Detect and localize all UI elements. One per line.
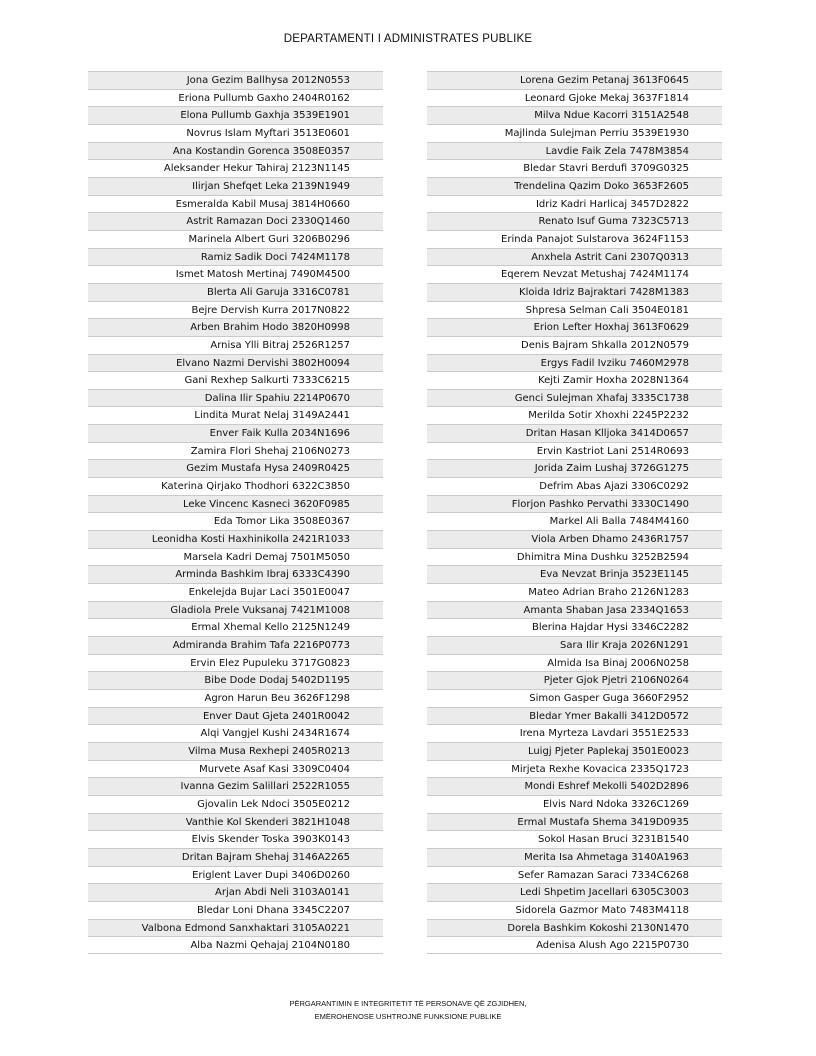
page-footer bbox=[0, 997, 816, 1023]
list-item: Novrus Islam Myftari 3513E0601 bbox=[88, 124, 383, 142]
list-item: Jona Gezim Ballhysa 2012N0553 bbox=[88, 71, 383, 89]
list-item: Adenisa Alush Ago 2215P0730 bbox=[427, 936, 722, 954]
list-item: Enver Daut Gjeta 2401R0042 bbox=[88, 707, 383, 725]
list-item: Elvano Nazmi Dervishi 3802H0094 bbox=[88, 354, 383, 372]
list-item: Ramiz Sadik Doci 7424M1178 bbox=[88, 248, 383, 266]
list-item: Merilda Sotir Xhoxhi 2245P2232 bbox=[427, 406, 722, 424]
list-item: Amanta Shaban Jasa 2334Q1653 bbox=[427, 601, 722, 619]
list-item: Elvis Nard Ndoka 3326C1269 bbox=[427, 795, 722, 813]
list-item: Kloida Idriz Bajraktari 7428M1383 bbox=[427, 283, 722, 301]
list-item: Elona Pullumb Gaxhja 3539E1901 bbox=[88, 106, 383, 124]
list-item: Lavdie Faik Zela 7478M3854 bbox=[427, 142, 722, 160]
list-item: Mirjeta Rexhe Kovacica 2335Q1723 bbox=[427, 760, 722, 778]
list-item: Trendelina Qazim Doko 3653F2605 bbox=[427, 177, 722, 195]
list-item: Ana Kostandin Gorenca 3508E0357 bbox=[88, 142, 383, 160]
list-item: Arnisa Ylli Bitraj 2526R1257 bbox=[88, 336, 383, 354]
list-item: Majlinda Sulejman Perriu 3539E1930 bbox=[427, 124, 722, 142]
list-item: Bejre Dervish Kurra 2017N0822 bbox=[88, 301, 383, 319]
list-item: Sara Ilir Kraja 2026N1291 bbox=[427, 636, 722, 654]
list-item: Mateo Adrian Braho 2126N1283 bbox=[427, 583, 722, 601]
list-item: Enkelejda Bujar Laci 3501E0047 bbox=[88, 583, 383, 601]
list-item: Ermal Mustafa Shema 3419D0935 bbox=[427, 813, 722, 831]
list-item: Arben Brahim Hodo 3820H0998 bbox=[88, 318, 383, 336]
list-item: Merita Isa Ahmetaga 3140A1963 bbox=[427, 848, 722, 866]
list-item: Sidorela Gazmor Mato 7483M4118 bbox=[427, 901, 722, 919]
list-item: Dritan Bajram Shehaj 3146A2265 bbox=[88, 848, 383, 866]
list-item: Leke Vincenc Kasneci 3620F0985 bbox=[88, 495, 383, 513]
list-item: Sokol Hasan Bruci 3231B1540 bbox=[427, 830, 722, 848]
list-item: Erinda Panajot Sulstarova 3624F1153 bbox=[427, 230, 722, 248]
list-item: Eqerem Nevzat Metushaj 7424M1174 bbox=[427, 265, 722, 283]
list-item: Eriglent Laver Dupi 3406D0260 bbox=[88, 866, 383, 884]
list-item: Bledar Loni Dhana 3345C2207 bbox=[88, 901, 383, 919]
list-item: Pjeter Gjok Pjetri 2106N0264 bbox=[427, 671, 722, 689]
left-name-column bbox=[88, 71, 383, 954]
list-item: Ervin Elez Pupuleku 3717G0823 bbox=[88, 654, 383, 672]
list-item: Simon Gasper Guga 3660F2952 bbox=[427, 689, 722, 707]
list-item: Agron Harun Beu 3626F1298 bbox=[88, 689, 383, 707]
list-item: Leonard Gjoke Mekaj 3637F1814 bbox=[427, 89, 722, 107]
list-item: Denis Bajram Shkalla 2012N0579 bbox=[427, 336, 722, 354]
list-item: Ivanna Gezim Salillari 2522R1055 bbox=[88, 777, 383, 795]
list-item: Erion Lefter Hoxhaj 3613F0629 bbox=[427, 318, 722, 336]
list-item: Sefer Ramazan Saraci 7334C6268 bbox=[427, 866, 722, 884]
list-item: Idriz Kadri Harlicaj 3457D2822 bbox=[427, 195, 722, 213]
list-item: Aleksander Hekur Tahiraj 2123N1145 bbox=[88, 159, 383, 177]
list-item: Ledi Shpetim Jacellari 6305C3003 bbox=[427, 883, 722, 901]
list-item: Arjan Abdi Neli 3103A0141 bbox=[88, 883, 383, 901]
list-item: Ermal Xhemal Kello 2125N1249 bbox=[88, 618, 383, 636]
list-item: Valbona Edmond Sanxhaktari 3105A0221 bbox=[88, 919, 383, 937]
list-item: Admiranda Brahim Tafa 2216P0773 bbox=[88, 636, 383, 654]
list-item: Ergys Fadil Ivziku 7460M2978 bbox=[427, 354, 722, 372]
list-item: Lindita Murat Nelaj 3149A2441 bbox=[88, 406, 383, 424]
page-title: DEPARTAMENTI I ADMINISTRATES PUBLIKE bbox=[283, 33, 533, 45]
list-item: Ilirjan Shefqet Leka 2139N1949 bbox=[88, 177, 383, 195]
list-item: Vilma Musa Rexhepi 2405R0213 bbox=[88, 742, 383, 760]
list-item: Lorena Gezim Petanaj 3613F0645 bbox=[427, 71, 722, 89]
footer-line-1: PËRGARANTIMIN E INTEGRITETIT TË PERSONAVE QË ZGJIDHEN, bbox=[289, 999, 527, 1008]
list-item: Vanthie Kol Skenderi 3821H1048 bbox=[88, 813, 383, 831]
list-item: Eriona Pullumb Gaxho 2404R0162 bbox=[88, 89, 383, 107]
list-item: Defrim Abas Ajazi 3306C0292 bbox=[427, 477, 722, 495]
list-item: Arminda Bashkim Ibraj 6333C4390 bbox=[88, 565, 383, 583]
list-item: Anxhela Astrit Cani 2307Q0313 bbox=[427, 248, 722, 266]
list-item: Mondi Eshref Mekolli 5402D2896 bbox=[427, 777, 722, 795]
list-item: Marinela Albert Guri 3206B0296 bbox=[88, 230, 383, 248]
list-item: Gjovalin Lek Ndoci 3505E0212 bbox=[88, 795, 383, 813]
list-item: Viola Arben Dhamo 2436R1757 bbox=[427, 530, 722, 548]
list-item: Astrit Ramazan Doci 2330Q1460 bbox=[88, 212, 383, 230]
list-item: Alba Nazmi Qehajaj 2104N0180 bbox=[88, 936, 383, 954]
list-item: Esmeralda Kabil Musaj 3814H0660 bbox=[88, 195, 383, 213]
list-item: Jorida Zaim Lushaj 3726G1275 bbox=[427, 459, 722, 477]
list-item: Almida Isa Binaj 2006N0258 bbox=[427, 654, 722, 672]
list-item: Florjon Pashko Pervathi 3330C1490 bbox=[427, 495, 722, 513]
list-item: Bibe Dode Dodaj 5402D1195 bbox=[88, 671, 383, 689]
list-item: Gezim Mustafa Hysa 2409R0425 bbox=[88, 459, 383, 477]
list-item: Zamira Flori Shehaj 2106N0273 bbox=[88, 442, 383, 460]
list-item: Ervin Kastriot Lani 2514R0693 bbox=[427, 442, 722, 460]
list-item: Dritan Hasan Klljoka 3414D0657 bbox=[427, 424, 722, 442]
list-item: Dhimitra Mina Dushku 3252B2594 bbox=[427, 548, 722, 566]
list-item: Dalina Ilir Spahiu 2214P0670 bbox=[88, 389, 383, 407]
list-item: Eva Nevzat Brinja 3523E1145 bbox=[427, 565, 722, 583]
list-item: Elvis Skender Toska 3903K0143 bbox=[88, 830, 383, 848]
list-item: Alqi Vangjel Kushi 2434R1674 bbox=[88, 724, 383, 742]
list-item: Katerina Qirjako Thodhori 6322C3850 bbox=[88, 477, 383, 495]
list-item: Bledar Ymer Bakalli 3412D0572 bbox=[427, 707, 722, 725]
list-item: Bledar Stavri Berdufi 3709G0325 bbox=[427, 159, 722, 177]
list-item: Ismet Matosh Mertinaj 7490M4500 bbox=[88, 265, 383, 283]
list-item: Luigj Pjeter Paplekaj 3501E0023 bbox=[427, 742, 722, 760]
list-item: Blerta Ali Garuja 3316C0781 bbox=[88, 283, 383, 301]
list-item: Milva Ndue Kacorri 3151A2548 bbox=[427, 106, 722, 124]
right-name-column bbox=[427, 71, 722, 954]
list-item: Irena Myrteza Lavdari 3551E2533 bbox=[427, 724, 722, 742]
list-item: Renato Isuf Guma 7323C5713 bbox=[427, 212, 722, 230]
list-item: Genci Sulejman Xhafaj 3335C1738 bbox=[427, 389, 722, 407]
list-item: Gani Rexhep Salkurti 7333C6215 bbox=[88, 371, 383, 389]
list-item: Kejti Zamir Hoxha 2028N1364 bbox=[427, 371, 722, 389]
list-item: Enver Faik Kulla 2034N1696 bbox=[88, 424, 383, 442]
list-item: Marsela Kadri Demaj 7501M5050 bbox=[88, 548, 383, 566]
list-item: Markel Ali Balla 7484M4160 bbox=[427, 512, 722, 530]
list-item: Gladiola Prele Vuksanaj 7421M1008 bbox=[88, 601, 383, 619]
list-item: Eda Tomor Lika 3508E0367 bbox=[88, 512, 383, 530]
list-item: Shpresa Selman Cali 3504E0181 bbox=[427, 301, 722, 319]
footer-line-2: EMËROHENOSE USHTROJNË FUNKSIONE PUBLIKE bbox=[314, 1012, 502, 1021]
list-item: Dorela Bashkim Kokoshi 2130N1470 bbox=[427, 919, 722, 937]
list-item: Murvete Asaf Kasi 3309C0404 bbox=[88, 760, 383, 778]
list-item: Leonidha Kosti Haxhinikolla 2421R1033 bbox=[88, 530, 383, 548]
list-item: Blerina Hajdar Hysi 3346C2282 bbox=[427, 618, 722, 636]
